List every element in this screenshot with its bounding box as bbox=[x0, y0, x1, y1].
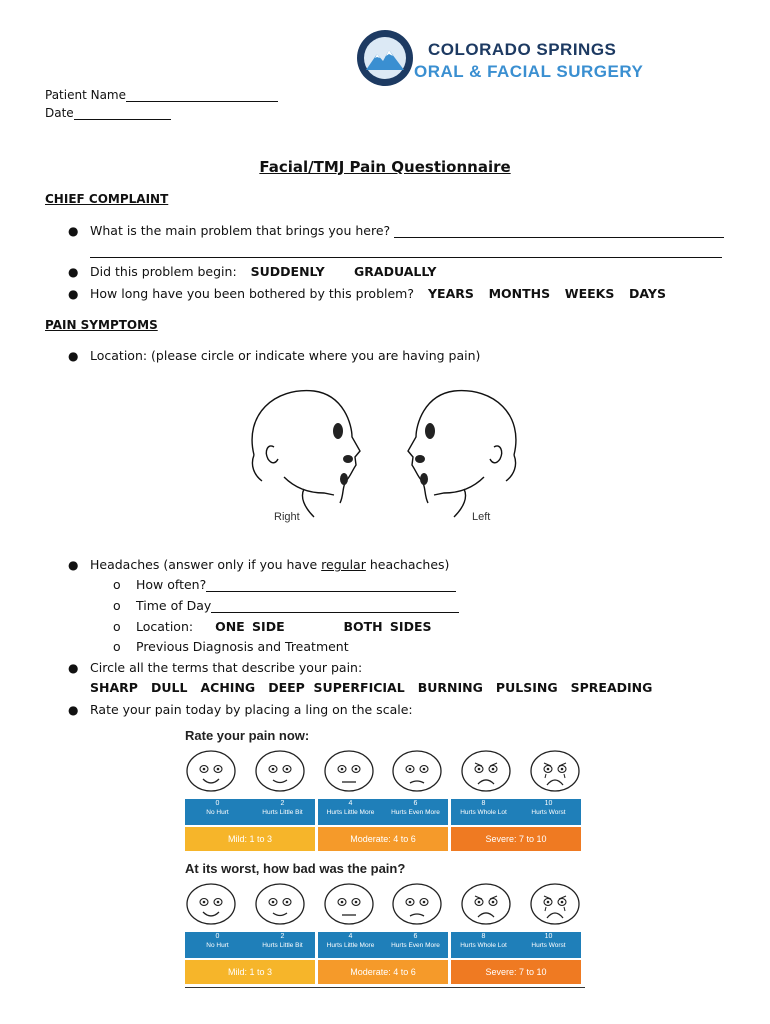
scale-label: Hurts Little Bit bbox=[262, 942, 303, 949]
circle-terms-question: ● Circle all the terms that describe your pain: bbox=[68, 660, 363, 675]
head-diagram[interactable] bbox=[244, 385, 524, 530]
scale-label: Hurts Worst bbox=[531, 942, 566, 949]
circle-bullet-icon: o bbox=[113, 598, 121, 613]
scale-label: Hurts Whole Lot bbox=[460, 942, 507, 949]
scale-number: 2 bbox=[280, 933, 285, 940]
pain-face-icon-10[interactable] bbox=[529, 749, 581, 796]
location-question: ● Location: (please circle or indicate where you are having pain) bbox=[68, 348, 481, 363]
patient-name-label: Patient Name bbox=[45, 88, 126, 102]
scale-pair-2 bbox=[451, 799, 581, 825]
scale-number: 8 bbox=[481, 933, 486, 940]
severity-band-0: Mild: 1 to 3 bbox=[185, 827, 315, 851]
severity-band-0: Mild: 1 to 3 bbox=[185, 960, 315, 984]
scale-cell-4 bbox=[318, 932, 383, 958]
headache-location-row: o Location: ONE SIDE BOTH SIDES bbox=[113, 619, 432, 634]
how-long-options[interactable]: YEARS MONTHS WEEKS DAYS bbox=[427, 286, 666, 301]
rate-worst-title: At its worst, how bad was the pain? bbox=[185, 861, 406, 876]
severity-band-2: Severe: 7 to 10 bbox=[451, 827, 581, 851]
main-problem-question: ● What is the main problem that brings you here? bbox=[68, 223, 724, 238]
how-long-question: ● How long have you been bothered by this problem? YEARS MONTHS WEEKS DAYS bbox=[68, 286, 666, 301]
scale-cell-0 bbox=[185, 932, 250, 958]
problem-begin-question: ● Did this problem begin: SUDDENLY GRADUALLY bbox=[68, 264, 437, 279]
severity-band-2: Severe: 7 to 10 bbox=[451, 960, 581, 984]
page-title: Facial/TMJ Pain Questionnaire bbox=[259, 158, 511, 176]
severity-band-1: Moderate: 4 to 6 bbox=[318, 827, 448, 851]
rate-now-title: Rate your pain now: bbox=[185, 728, 310, 743]
scale-number: 10 bbox=[544, 933, 553, 940]
bullet-icon: ● bbox=[68, 287, 79, 301]
scale-cell-10 bbox=[516, 799, 581, 825]
scale-label: No Hurt bbox=[206, 809, 229, 816]
scale-number: 0 bbox=[215, 933, 220, 940]
scale-number: 0 bbox=[215, 800, 220, 807]
scale-cell-10 bbox=[516, 932, 581, 958]
time-of-day-field[interactable]: o Time of Day bbox=[113, 598, 459, 613]
pain-face-icon-2[interactable] bbox=[254, 749, 306, 796]
bullet-icon: ● bbox=[68, 703, 79, 717]
scale-pair-1 bbox=[318, 799, 448, 825]
bullet-icon: ● bbox=[68, 224, 79, 238]
circle-bullet-icon: o bbox=[113, 639, 121, 654]
logo-line2: ORAL & FACIAL SURGERY bbox=[414, 62, 644, 81]
scale-label: Hurts Little More bbox=[326, 942, 375, 949]
scale-cell-8 bbox=[451, 799, 516, 825]
scale-label: Hurts Even More bbox=[391, 809, 440, 816]
pain-face-icon-0[interactable] bbox=[185, 882, 237, 929]
pain-scale-block bbox=[185, 728, 585, 988]
previous-diagnosis-row: o Previous Diagnosis and Treatment bbox=[113, 639, 349, 654]
date-field[interactable] bbox=[45, 106, 171, 120]
main-problem-field[interactable] bbox=[394, 225, 724, 238]
scale-labels-worst bbox=[185, 932, 581, 958]
pain-face-icon-6[interactable] bbox=[391, 749, 443, 796]
left-label: Left bbox=[472, 511, 491, 523]
scale-bands-now bbox=[185, 827, 581, 851]
scale-cell-6 bbox=[383, 799, 448, 825]
scale-cell-4 bbox=[318, 799, 383, 825]
pain-face-icon-2[interactable] bbox=[254, 882, 306, 929]
rate-question: ● Rate your pain today by placing a ling on the scale: bbox=[68, 702, 413, 717]
bullet-icon: ● bbox=[68, 661, 79, 675]
scale-label: Hurts Worst bbox=[531, 809, 566, 816]
right-label: Right bbox=[274, 511, 300, 523]
pain-symptoms-heading: PAIN SYMPTOMS bbox=[45, 318, 158, 332]
scale-pair-0 bbox=[185, 799, 315, 825]
scale-cell-0 bbox=[185, 799, 250, 825]
scale-label: Hurts Little Bit bbox=[262, 809, 303, 816]
pain-face-icon-10[interactable] bbox=[529, 882, 581, 929]
pain-face-icon-8[interactable] bbox=[460, 882, 512, 929]
main-problem-field-line2[interactable] bbox=[90, 257, 722, 258]
pain-face-icon-8[interactable] bbox=[460, 749, 512, 796]
logo-line1: COLORADO SPRINGS bbox=[428, 40, 617, 59]
scale-number: 10 bbox=[544, 800, 553, 807]
scale-label: Hurts Whole Lot bbox=[460, 809, 507, 816]
scale-label: No Hurt bbox=[206, 942, 229, 949]
scale-number: 6 bbox=[413, 800, 418, 807]
chief-complaint-heading: CHIEF COMPLAINT bbox=[45, 192, 169, 206]
patient-name-field[interactable] bbox=[45, 88, 278, 102]
pain-terms-options[interactable]: SHARP DULL ACHING DEEP SUPERFICIAL BURNING PULSING SPREADING bbox=[90, 680, 653, 695]
scale-label: Hurts Little More bbox=[326, 809, 375, 816]
pain-face-icon-6[interactable] bbox=[391, 882, 443, 929]
bullet-icon: ● bbox=[68, 349, 79, 363]
scale-pair-2 bbox=[451, 932, 581, 958]
scale-number: 6 bbox=[413, 933, 418, 940]
pain-face-icon-0[interactable] bbox=[185, 749, 237, 796]
scale-number: 2 bbox=[280, 800, 285, 807]
pain-face-icon-4[interactable] bbox=[323, 882, 375, 929]
scale-bands-worst bbox=[185, 960, 581, 984]
bullet-icon: ● bbox=[68, 558, 79, 572]
bullet-icon: ● bbox=[68, 265, 79, 279]
scale-pair-1 bbox=[318, 932, 448, 958]
faces-row-now[interactable] bbox=[185, 749, 581, 796]
headaches-question: ● Headaches (answer only if you have regular heachaches) bbox=[68, 557, 450, 572]
scale-cell-2 bbox=[250, 799, 315, 825]
problem-begin-options[interactable]: SUDDENLY GRADUALLY bbox=[250, 264, 437, 279]
severity-band-1: Moderate: 4 to 6 bbox=[318, 960, 448, 984]
scale-number: 8 bbox=[481, 800, 486, 807]
logo-mountain-icon bbox=[357, 30, 413, 86]
scale-cell-8 bbox=[451, 932, 516, 958]
headache-location-options[interactable]: ONE SIDE BOTH SIDES bbox=[215, 619, 432, 634]
how-often-field[interactable]: o How often? bbox=[113, 577, 456, 592]
circle-bullet-icon: o bbox=[113, 619, 121, 634]
pain-face-icon-4[interactable] bbox=[323, 749, 375, 796]
scale-number: 4 bbox=[348, 800, 353, 807]
scale-number: 4 bbox=[348, 933, 353, 940]
scale-labels-now bbox=[185, 799, 581, 825]
scale-pair-0 bbox=[185, 932, 315, 958]
scale-label: Hurts Even More bbox=[391, 942, 440, 949]
scale-cell-2 bbox=[250, 932, 315, 958]
faces-row-worst[interactable] bbox=[185, 882, 581, 929]
scale-cell-6 bbox=[383, 932, 448, 958]
date-label: Date bbox=[45, 106, 74, 120]
scale-baseline bbox=[185, 987, 585, 988]
circle-bullet-icon: o bbox=[113, 577, 121, 592]
